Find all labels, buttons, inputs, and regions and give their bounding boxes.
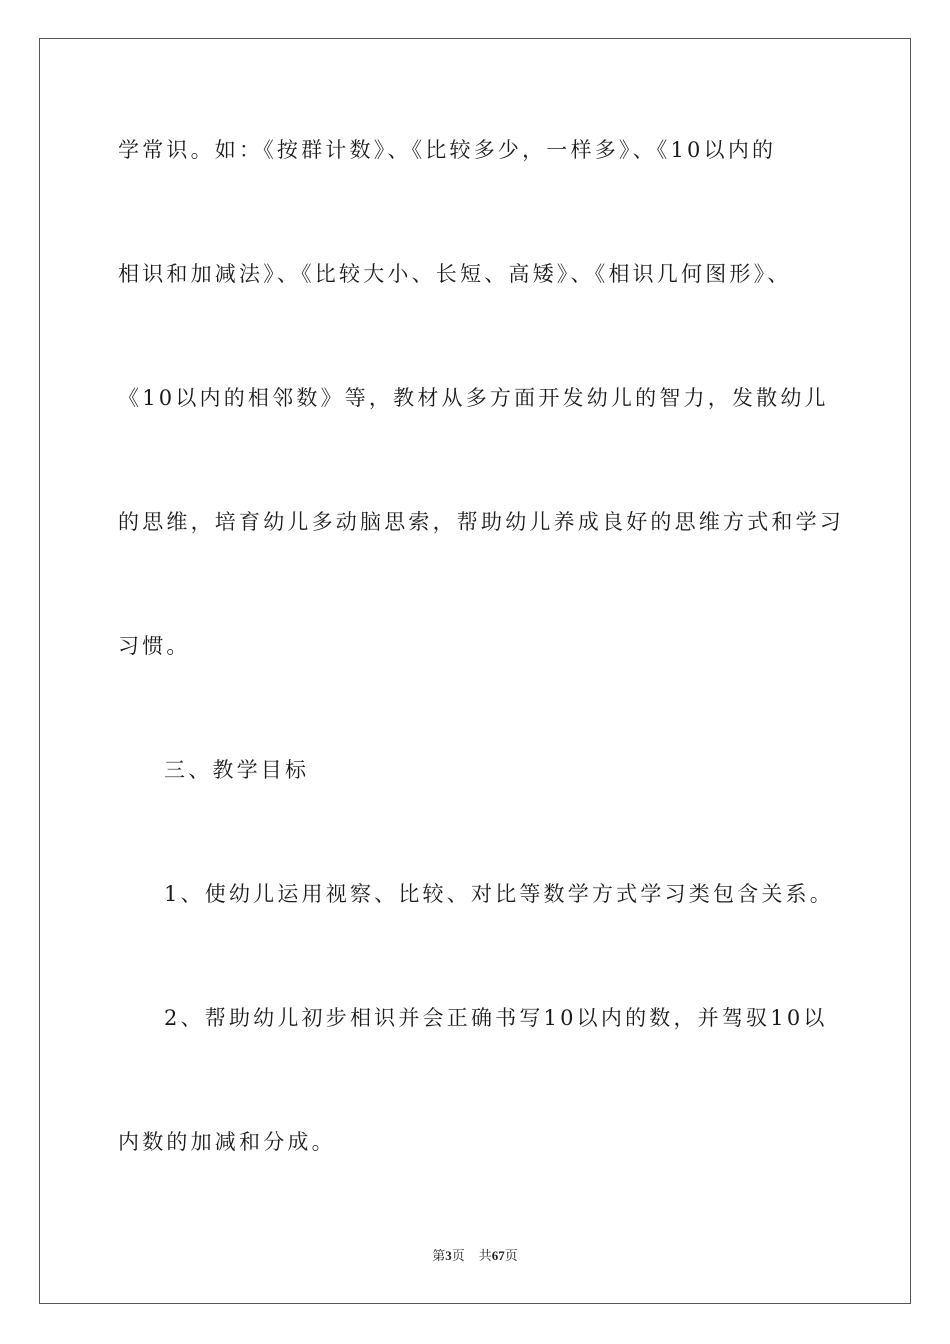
paragraph-line-1: 学常识。如：《按群计数》、《比较多少，一样多》、《10以内的	[118, 138, 777, 162]
paragraph-line-2: 相识和加减法》、《比较大小、长短、高矮》、《相识几何图形》、	[118, 262, 792, 286]
page-border	[39, 38, 911, 1304]
footer-page-suffix: 页	[451, 1249, 465, 1264]
objective-1: 1、使幼儿运用视察、比较、对比等数学方式学习类包含关系。	[164, 882, 834, 906]
paragraph-line-5: 习惯。	[118, 634, 191, 658]
total-pages: 67	[491, 1248, 505, 1263]
page-number: 3	[445, 1248, 452, 1263]
paragraph-line-3: 《10以内的相邻数》等，教材从多方面开发幼儿的智力，发散幼儿	[118, 386, 829, 410]
objective-2: 2、帮助幼儿初步相识并会正确书写10以内的数，并驾驭10以	[164, 1006, 828, 1030]
paragraph-line-4: 的思维，培育幼儿多动脑思索，帮助幼儿养成良好的思维方式和学习	[118, 510, 844, 534]
section-heading: 三、教学目标	[164, 758, 310, 782]
footer-total-prefix: 共	[478, 1249, 492, 1264]
objective-2-continued: 内数的加减和分成。	[118, 1130, 336, 1154]
footer-prefix: 第	[432, 1249, 446, 1264]
footer-total-suffix: 页	[504, 1249, 518, 1264]
page-footer	[0, 1247, 950, 1266]
